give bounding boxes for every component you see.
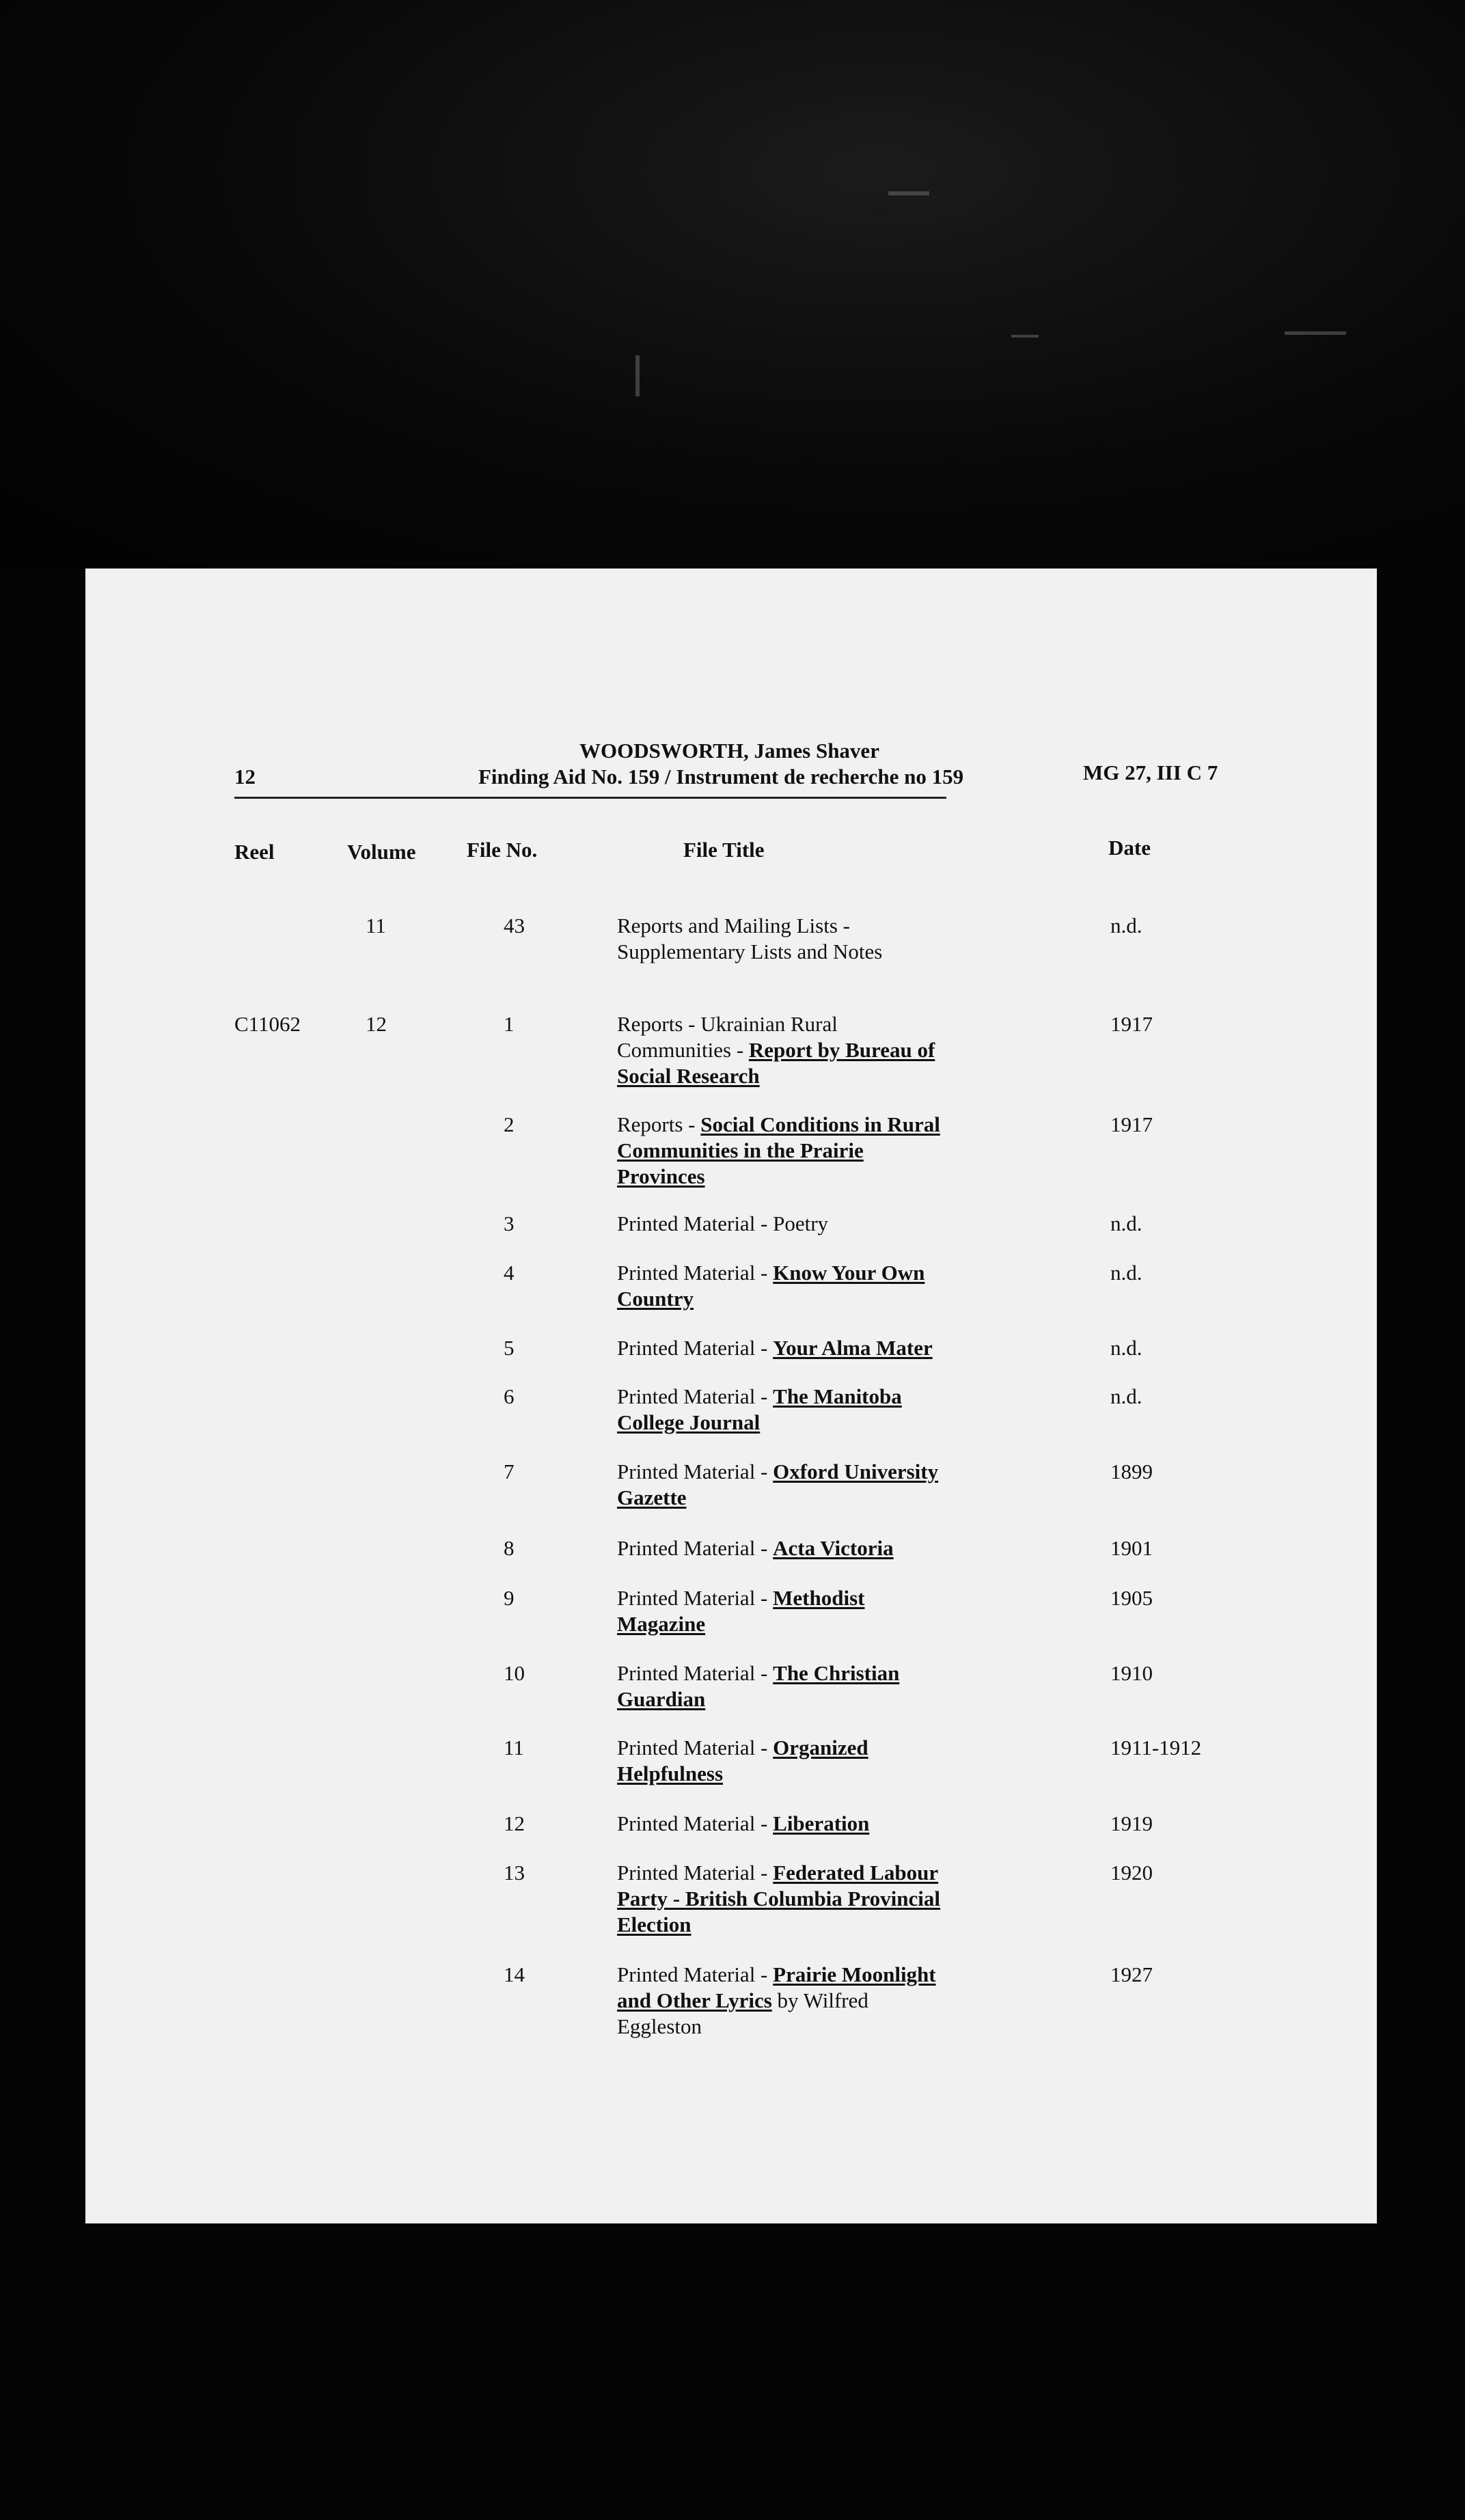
underlined-title-segment: Country (617, 1287, 694, 1311)
file-no-cell: 12 (504, 1811, 525, 1835)
underlined-title-segment: and Other Lyrics (617, 1988, 772, 2012)
title-segment: Printed Material - (617, 1536, 773, 1560)
file-title-line (617, 1260, 925, 1286)
title-segment: Reports and Mailing Lists - (617, 914, 850, 937)
underlined-title-segment: Oxford University (773, 1460, 939, 1483)
underlined-title-segment: Social Conditions in Rural (700, 1112, 940, 1136)
date-cell: 1927 (1110, 1962, 1153, 1986)
date-cell: 1905 (1110, 1586, 1153, 1610)
underlined-title-segment: Helpfulness (617, 1762, 724, 1785)
film-speck (1285, 331, 1346, 335)
col-header-file-title: File Title (683, 838, 765, 862)
underlined-title-segment: Gazette (617, 1485, 687, 1509)
file-title-line (617, 1485, 687, 1511)
file-no-cell: 43 (504, 914, 525, 937)
file-title-line (617, 1112, 940, 1138)
file-title-line (617, 1962, 936, 1988)
title-segment: Printed Material - (617, 1962, 773, 1986)
file-title-line (617, 1410, 760, 1436)
title-segment: Printed Material - (617, 1384, 773, 1408)
date-cell: 1910 (1110, 1661, 1153, 1685)
file-title-line (617, 1686, 705, 1712)
file-no-cell: 6 (504, 1384, 515, 1408)
underlined-title-segment: Your Alma Mater (773, 1336, 933, 1360)
page-number: 12 (234, 765, 256, 789)
file-title-line (617, 1164, 705, 1190)
date-cell: n.d. (1110, 1261, 1142, 1285)
underlined-title-segment: Magazine (617, 1612, 706, 1636)
title-segment: Printed Material - (617, 1261, 773, 1285)
film-speck (635, 355, 640, 396)
underlined-title-segment: Acta Victoria (773, 1536, 894, 1560)
underlined-title-segment: Provinces (617, 1164, 705, 1188)
file-no-cell: 5 (504, 1336, 515, 1360)
date-cell: 1899 (1110, 1460, 1153, 1483)
date-cell: n.d. (1110, 1384, 1142, 1408)
file-title-line (617, 1138, 864, 1164)
film-speck (1011, 335, 1039, 338)
underlined-title-segment: Guardian (617, 1687, 706, 1711)
file-no-cell: 1 (504, 1012, 515, 1036)
title-segment: Reports - Ukrainian Rural (617, 1012, 838, 1036)
title-segment: Printed Material - Poetry (617, 1211, 829, 1235)
date-cell: 1901 (1110, 1536, 1153, 1560)
underlined-title-segment: Party - British Columbia Provincial (617, 1887, 941, 1910)
file-title-line (617, 1735, 868, 1761)
file-no-cell: 4 (504, 1261, 515, 1285)
underlined-title-segment: Communities in the Prairie (617, 1138, 864, 1162)
title-segment: by Wilfred (771, 1988, 868, 2012)
file-title-line (617, 1286, 694, 1312)
volume-cell: 12 (366, 1012, 387, 1036)
file-title-line (617, 1886, 940, 1912)
underlined-title-segment: College Journal (617, 1410, 761, 1434)
underlined-title-segment: The Manitoba (773, 1384, 902, 1408)
document-page (85, 569, 1377, 2223)
underlined-title-segment: Know Your Own (773, 1261, 925, 1285)
col-header-reel: Reel (234, 840, 275, 864)
file-title-line (617, 1011, 838, 1037)
underlined-title-segment: Election (617, 1913, 692, 1936)
file-no-cell: 3 (504, 1211, 515, 1235)
underlined-title-segment: Social Research (617, 1064, 760, 1088)
title-segment: Printed Material - (617, 1811, 773, 1835)
underlined-title-segment: Prairie Moonlight (773, 1962, 936, 1986)
title-segment: Reports - (617, 1112, 701, 1136)
file-no-cell: 9 (504, 1586, 515, 1610)
document-subtitle: Finding Aid No. 159 / Instrument de recherche no 159 (478, 765, 964, 789)
title-segment: Printed Material - (617, 1586, 773, 1610)
date-cell: 1920 (1110, 1861, 1153, 1885)
header-rule (234, 797, 946, 799)
reference-code: MG 27, III C 7 (1083, 761, 1218, 784)
file-title-line (617, 1912, 692, 1938)
underlined-title-segment: The Christian (773, 1661, 900, 1685)
title-segment: Communities - (617, 1038, 749, 1062)
file-title-line (617, 1335, 933, 1361)
date-cell: 1917 (1110, 1012, 1153, 1036)
title-segment: Printed Material - (617, 1336, 773, 1360)
underlined-title-segment: Methodist (773, 1586, 865, 1610)
file-title-line (617, 1459, 938, 1485)
col-header-file-no: File No. (467, 838, 538, 862)
date-cell: 1911-1912 (1110, 1736, 1202, 1759)
date-cell: n.d. (1110, 1211, 1142, 1235)
file-title-line (617, 939, 882, 965)
title-segment: Printed Material - (617, 1661, 773, 1685)
date-cell: 1917 (1110, 1112, 1153, 1136)
file-title-line (617, 913, 850, 939)
file-title-line (617, 1860, 938, 1886)
title-segment: Supplementary Lists and Notes (617, 940, 883, 963)
file-title-line (617, 1211, 828, 1237)
file-no-cell: 11 (504, 1736, 524, 1759)
file-no-cell: 7 (504, 1460, 515, 1483)
underlined-title-segment: Liberation (773, 1811, 870, 1835)
file-title-line (617, 2014, 702, 2040)
file-title-line (617, 1037, 935, 1063)
title-segment: Printed Material - (617, 1736, 773, 1759)
file-no-cell: 14 (504, 1962, 525, 1986)
file-title-line (617, 1384, 902, 1410)
date-cell: n.d. (1110, 1336, 1142, 1360)
file-no-cell: 13 (504, 1861, 525, 1885)
date-cell: 1919 (1110, 1811, 1153, 1835)
reel-cell: C11062 (234, 1012, 301, 1036)
file-no-cell: 8 (504, 1536, 515, 1560)
file-title-line (617, 1660, 899, 1686)
file-title-line (617, 1988, 868, 2014)
col-header-date: Date (1108, 836, 1151, 860)
underlined-title-segment: Report by Bureau of (748, 1038, 935, 1062)
file-no-cell: 10 (504, 1661, 525, 1685)
underlined-title-segment: Organized (773, 1736, 868, 1759)
file-no-cell: 2 (504, 1112, 515, 1136)
volume-cell: 11 (366, 914, 386, 937)
title-segment: Printed Material - (617, 1460, 773, 1483)
file-title-line (617, 1811, 869, 1837)
file-title-line (617, 1063, 760, 1089)
dark-film-border (0, 0, 1465, 567)
file-title-line (617, 1585, 864, 1611)
title-segment: Printed Material - (617, 1861, 773, 1885)
date-cell: n.d. (1110, 914, 1142, 937)
underlined-title-segment: Federated Labour (773, 1861, 939, 1885)
file-title-line (617, 1611, 705, 1637)
file-title-line (617, 1535, 894, 1561)
col-header-volume: Volume (347, 840, 416, 864)
file-title-line (617, 1761, 723, 1787)
title-segment: Eggleston (617, 2014, 702, 2038)
document-title: WOODSWORTH, James Shaver (579, 739, 879, 763)
film-speck (888, 191, 929, 195)
